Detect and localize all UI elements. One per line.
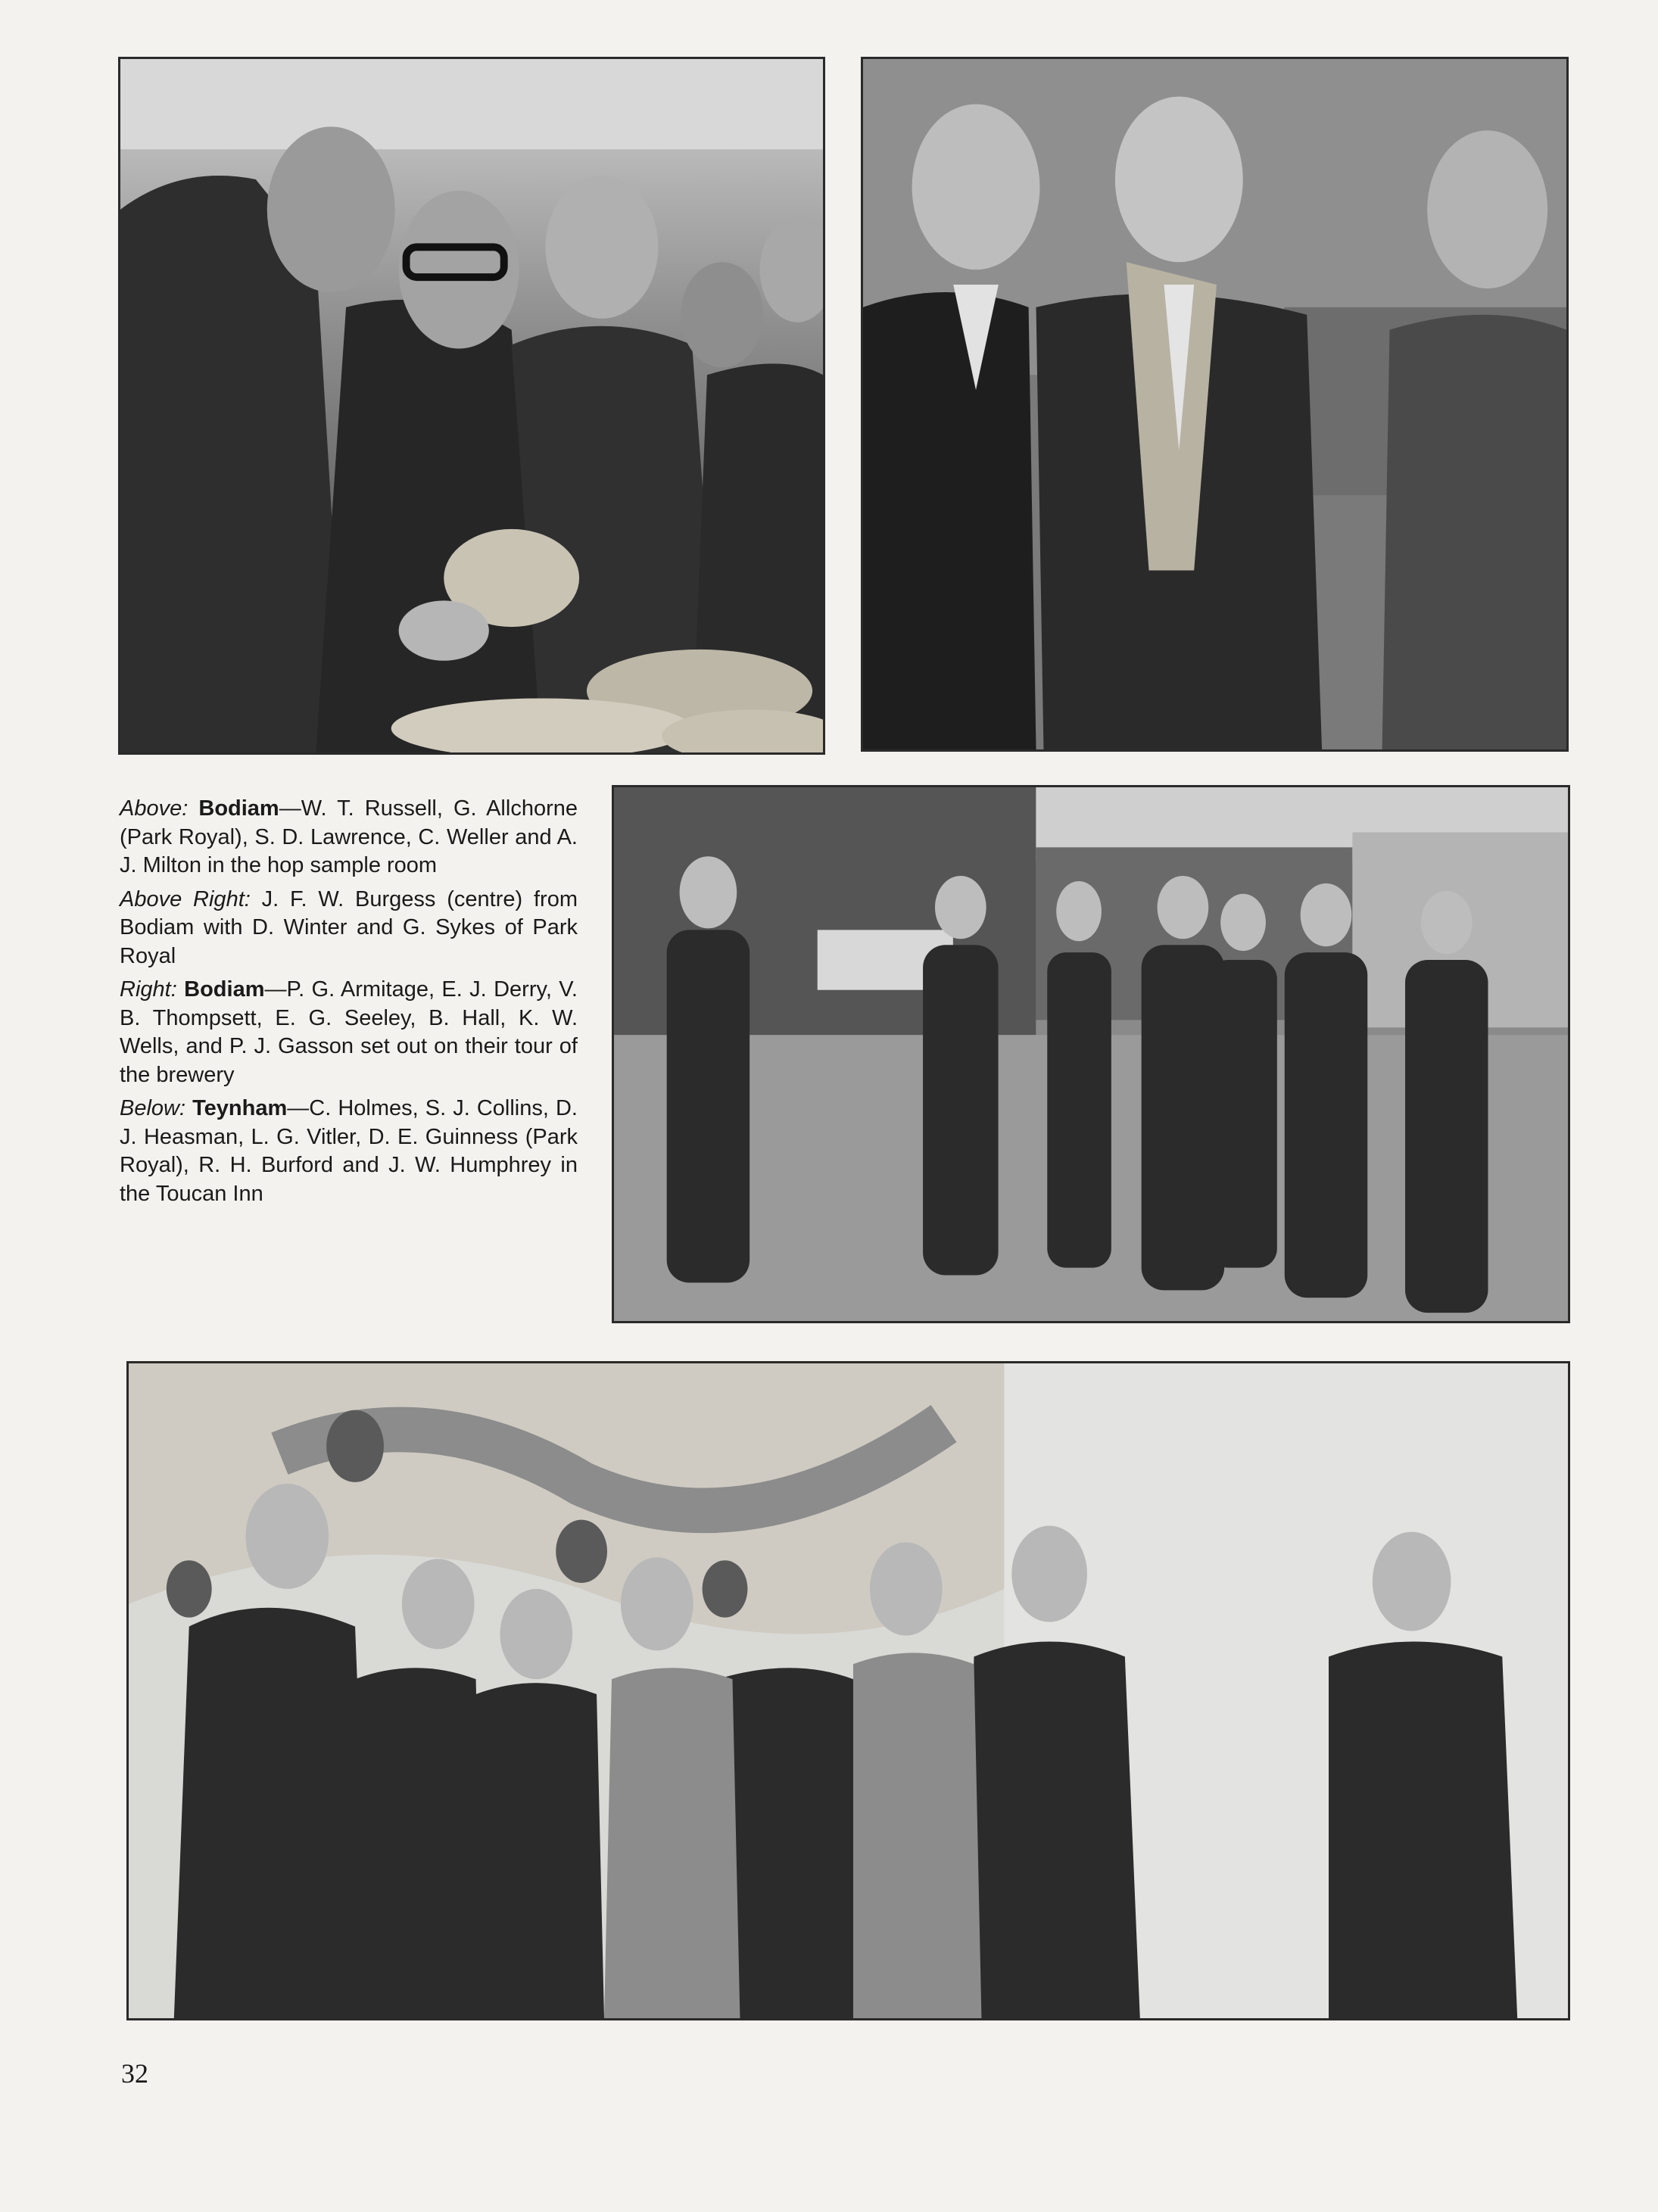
caption-right (120, 976, 578, 1089)
caption-place: Teynham (192, 1096, 288, 1120)
caption-above (120, 795, 578, 880)
photo-burgess-winter-sykes (861, 57, 1569, 752)
caption-place: Bodiam (198, 796, 279, 821)
photo-toucan-inn (126, 1361, 1570, 2020)
photo-hop-sample-room (118, 57, 825, 755)
caption-text: —P. G. Armitage, E. J. Derry, V. B. Thompsett, E. G. Seeley, B. Hall, K. W. Wells, and P. J. Gasson set out on their tour of the brewery (120, 977, 578, 1087)
caption-lead: Above: (120, 796, 199, 821)
caption-text: —C. Holmes, S. J. Collins, D. J. Heasman, L. G. Vitler, D. E. Guinness (Park Royal), R. H. Burford and J. W. Humphrey in the Toucan Inn (120, 1096, 578, 1206)
page-number: 32 (121, 2058, 148, 2089)
caption-text: J. F. W. Burgess (centre) from Bodiam with D. Winter and G. Sykes of Park Royal (120, 886, 578, 968)
caption-text: —W. T. Russell, G. Allchorne (Park Royal), S. D. Lawrence, C. Weller and A. J. Milton in the hop sample room (120, 796, 578, 877)
caption-lead: Above Right: (120, 886, 262, 911)
caption-lead: Below: (120, 1096, 193, 1120)
caption-place: Bodiam (184, 977, 265, 1002)
caption-below (120, 1095, 578, 1208)
caption-lead: Right: (120, 977, 185, 1002)
photo-brewery-tour (612, 785, 1570, 1323)
captions (120, 795, 578, 1213)
caption-above-right (120, 886, 578, 971)
